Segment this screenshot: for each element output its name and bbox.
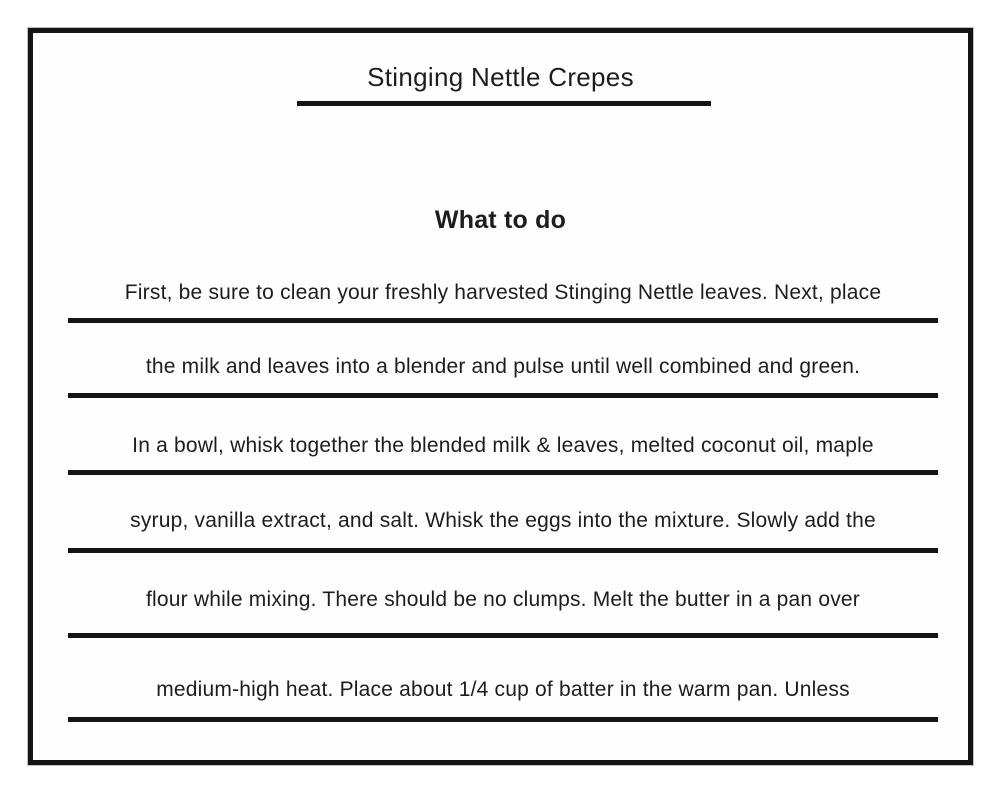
instruction-text: First, be sure to clean your freshly harvested Stinging Nettle leaves. Next, place (124, 281, 882, 304)
ruled-line (68, 717, 938, 722)
instruction-text: flour while mixing. There should be no clumps. Melt the butter in a pan over (145, 588, 860, 611)
instruction-text: In a bowl, whisk together the blended milk & leaves, melted coconut oil, maple (132, 434, 874, 457)
ruled-line (68, 548, 938, 553)
ruled-line (68, 470, 938, 475)
ruled-line (68, 318, 938, 323)
instruction-text: the milk and leaves into a blender and pulse until well combined and green. (145, 355, 861, 378)
instruction-text: medium-high heat. Place about 1/4 cup of batter in the warm pan. Unless (156, 678, 850, 701)
instruction-lines (33, 33, 968, 760)
ruled-line (68, 393, 938, 398)
instruction-text: syrup, vanilla extract, and salt. Whisk the eggs into the mixture. Slowly add the (130, 509, 876, 532)
recipe-card (28, 28, 973, 765)
recipe-title: Stinging Nettle Crepes (367, 62, 634, 92)
ruled-line (68, 633, 938, 638)
section-heading: What to do (434, 206, 567, 234)
